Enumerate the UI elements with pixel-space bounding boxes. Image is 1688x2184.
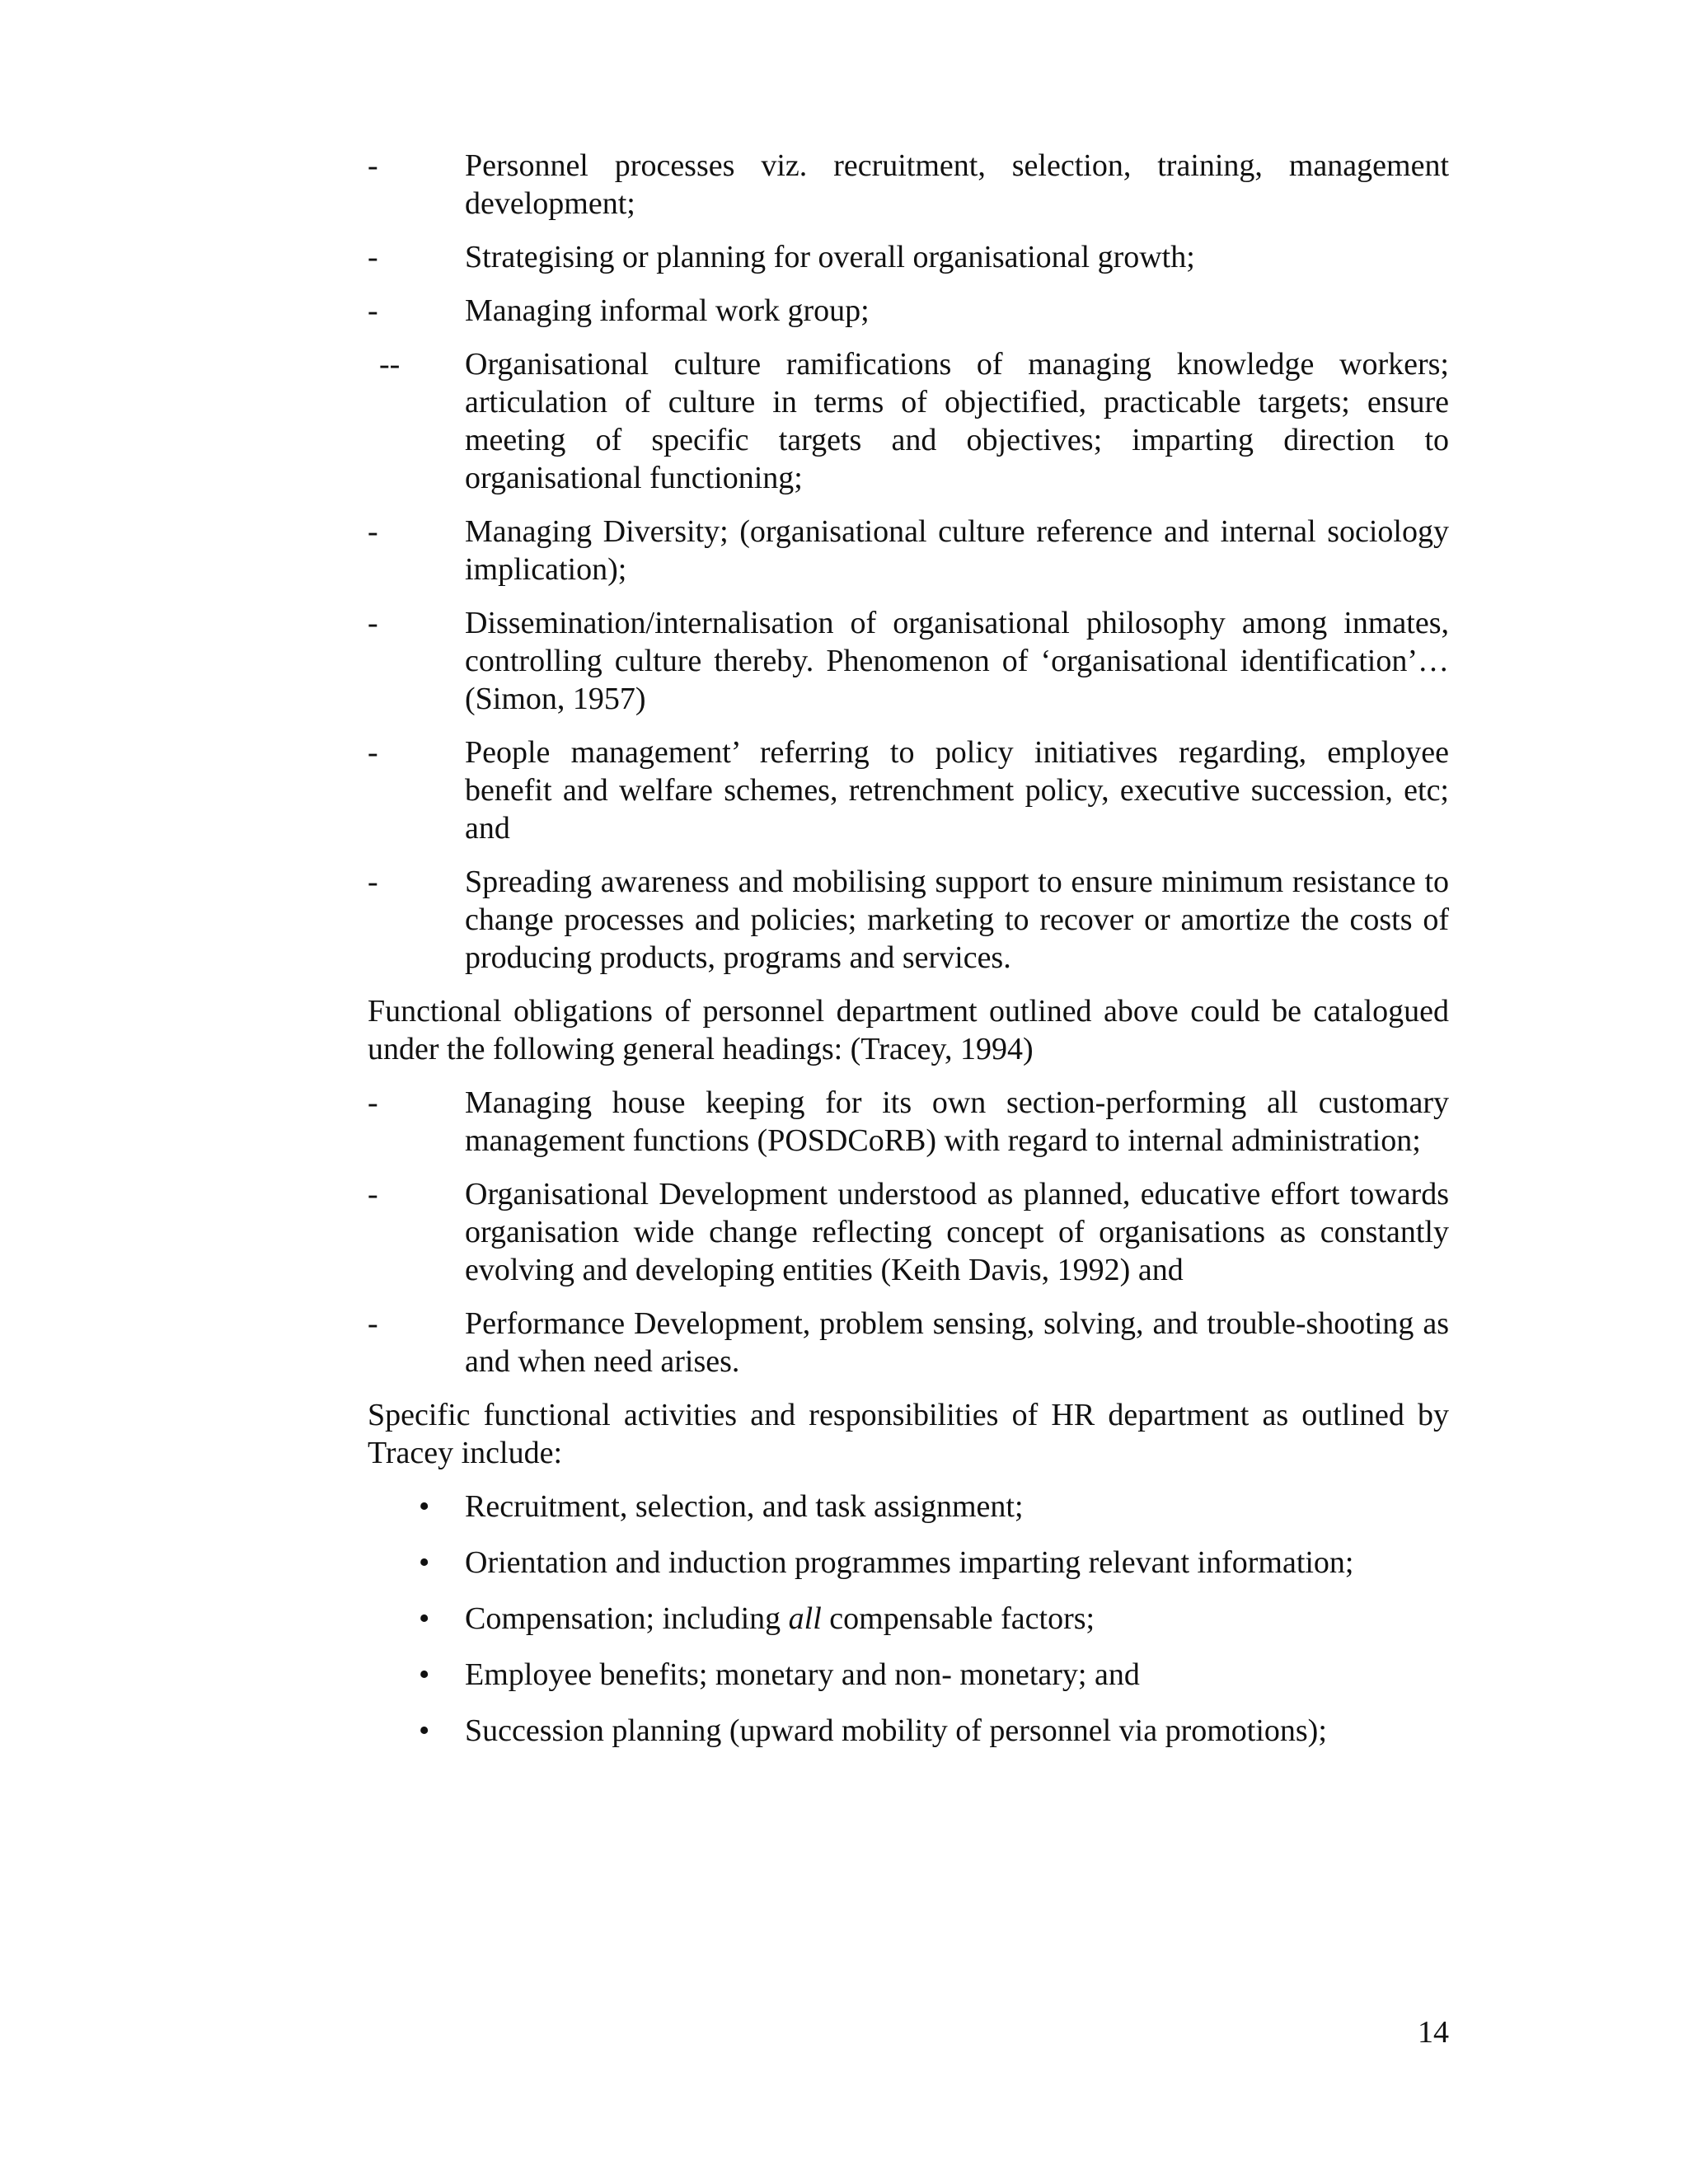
dash-marker: - [368, 1085, 378, 1120]
list-item [368, 1175, 1449, 1289]
page-number: 14 [1418, 2015, 1449, 2050]
list-item-text: Managing Diversity; (organisational culture reference and internal sociology implication); [465, 514, 1449, 587]
list-item [368, 513, 1449, 588]
list-item-text: Organisational Development understood as planned, educative effort towards organisation wide change reflecting concept of organisations as constantly evolving and developing entities (Keith Davis, 1992) and [465, 1177, 1449, 1287]
list-item-text: Dissemination/internalisation of organisational philosophy among inmates, controlling culture thereby. Phenomenon of ‘organisational identification’… (Simon, 1957) [465, 606, 1449, 716]
dash-marker: - [368, 514, 378, 549]
list-item [368, 1084, 1449, 1160]
list-item [368, 345, 1449, 497]
headings-list [368, 1084, 1449, 1380]
list-item [368, 292, 1449, 330]
bullet-marker: • [419, 1713, 430, 1748]
list-item-text: Managing house keeping for its own section-performing all customary management functions (POSDCoRB) with regard to internal administration; [465, 1085, 1449, 1158]
list-item [368, 733, 1449, 847]
bullet-item-text: Employee benefits; monetary and non- monetary; and [465, 1657, 1140, 1692]
bullet-item [368, 1488, 1449, 1526]
list-item-text: Personnel processes viz. recruitment, selection, training, management development; [465, 148, 1449, 221]
paragraph-functional-obligations: Functional obligations of personnel department outlined above could be catalogued under the following general headings: (Tracey, 1994) [368, 994, 1449, 1066]
list-item-text: Spreading awareness and mobilising support to ensure minimum resistance to change processes and policies; marketing to recover or amortize the costs of producing products, programs and services. [465, 865, 1449, 975]
paragraph-specific-activities: Specific functional activities and responsibilities of HR department as outlined by Tracey include: [368, 1398, 1449, 1470]
dash-marker: - [368, 1306, 378, 1341]
list-item-text: Performance Development, problem sensing, solving, and trouble-shooting as and when need arises. [465, 1306, 1449, 1379]
bullet-item-text: Recruitment, selection, and task assignment; [465, 1489, 1024, 1524]
bullet-item [368, 1600, 1449, 1638]
dash-marker: - [368, 865, 378, 899]
bullet-marker: • [419, 1545, 430, 1580]
text-segment: Compensation; including [465, 1601, 789, 1636]
list-item [368, 147, 1449, 223]
list-item-text: Organisational culture ramifications of managing knowledge workers; articulation of culture in terms of objectified, practicable targets; ensure meeting of specific targets and objectives; imparting direction to organisational functioning; [465, 347, 1449, 495]
bullet-item-text: Orientation and induction programmes imparting relevant information; [465, 1545, 1354, 1580]
bullet-item-text [465, 1600, 1449, 1638]
bullet-marker: • [419, 1601, 430, 1636]
dash-marker: - [368, 1177, 378, 1212]
page-body [368, 147, 1449, 1768]
activities-bullet-list [368, 1488, 1449, 1750]
bullet-item [368, 1656, 1449, 1694]
dash-marker: - [368, 240, 378, 274]
list-item-text: Managing informal work group; [465, 293, 870, 328]
text-segment: compensable factors; [821, 1601, 1095, 1636]
bullet-item-text: Succession planning (upward mobility of personnel via promotions); [465, 1713, 1327, 1748]
duties-list [368, 147, 1449, 977]
bullet-marker: • [419, 1489, 430, 1524]
italic-emphasis: all [788, 1601, 822, 1636]
list-item-text: Strategising or planning for overall organisational growth; [465, 240, 1195, 274]
list-item [368, 604, 1449, 718]
dash-marker: - [368, 293, 378, 328]
list-item [368, 1305, 1449, 1380]
bullet-item [368, 1712, 1449, 1750]
dash-marker: - [368, 148, 378, 183]
double-dash-marker: -- [379, 347, 401, 382]
list-item [368, 863, 1449, 977]
dash-marker: - [368, 606, 378, 640]
list-item [368, 238, 1449, 276]
bullet-item [368, 1544, 1449, 1582]
dash-marker: - [368, 735, 378, 770]
list-item-text: People management’ referring to policy initiatives regarding, employee benefit and welfare schemes, retrenchment policy, executive succession, etc; and [465, 735, 1449, 846]
bullet-marker: • [419, 1657, 430, 1692]
